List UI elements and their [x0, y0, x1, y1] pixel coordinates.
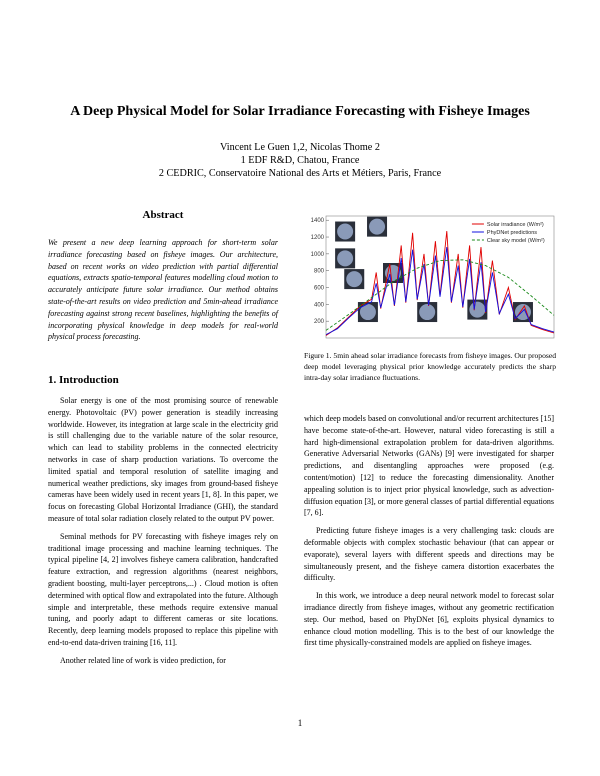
intro-paragraph-1: Solar energy is one of the most promising source of renewable energy. Photovoltaic (PV) power generation is steadily increasing worldwide. However, its integration at large scale in the electricity grid is still challenging due to the variable nature of the solar resource, which can lead to stability problems in the connected electricity networks in case of sharp production variations. To overcome the limited spatial and temporal resolution of satellite imaging and numerical weather predictions, sky images from ground-based fisheye cameras have been widely used in recent years [1, 8]. In this paper, we focus on forecasting Global Horizontal Irradiance (GHI), the standard measure of total solar radiation closely related to the output PV power. [48, 396, 278, 523]
fisheye-thumbnail [344, 269, 364, 289]
authors-block [0, 141, 600, 180]
author-names: Vincent Le Guen 1,2, Nicolas Thome 2 [220, 142, 380, 153]
left-column-text [48, 395, 278, 673]
legend-label: PhyDNet predictions [486, 230, 538, 236]
y-tick-label: 1400 [310, 218, 324, 225]
y-tick-label: 800 [313, 268, 324, 275]
intro-paragraph-4: which deep models based on convolutional and/or recurrent architectures [15] have become state-of-the-art. However, natural video forecasting is still a hard high-dimensional extrapolation problem for data-driven algorithms. Generative Adversarial Networks (GANs) [9] were investigated for sharper predictions, and disentangling approaches were proposed (e.g. content/motion) [12] to reduce the forecasting dimensionality. Another appealing solution is to inject prior physical knowledge, such as advection-diffusion equation [3], or more general classes of partial differential equations [7, 6]. [304, 414, 554, 518]
y-tick-label: 600 [313, 285, 324, 292]
abstract-text: We present a new deep learning approach for short-term solar irradiance forecasting based on fisheye images. Our architecture, based on recent works on video prediction with partial differential equations, extracts spatio-temporal features modelling cloud motion to accurately anticipate future solar irradiance. Our method obtains state-of-the-art results on video prediction and 5min-ahead irradiance forecasting against strong recent baselines, highlighting the benefits of incorporating physical knowledge in deep models for real-world physical process forecasting. [48, 238, 278, 342]
y-tick-label: 1200 [310, 235, 324, 242]
intro-paragraph-5: Predicting future fisheye images is a very challenging task: clouds are deformable objects with complex stochastic behaviour (that can appear or evaporate), several layers with different speeds and directions may be simultaneously present, and the fisheye camera distortion exacerbates the difficulty. [304, 526, 554, 583]
affiliation-2: 2 CEDRIC, Conservatoire National des Arts et Métiers, Paris, France [158, 168, 442, 179]
intro-paragraph-3: Another related line of work is video prediction, for [60, 655, 226, 665]
fisheye-thumbnail [417, 302, 437, 322]
y-tick-label: 200 [313, 319, 324, 326]
page-number: 1 [297, 718, 303, 728]
figure-caption: Figure 1. 5min ahead solar irradiance forecasts from fisheye images. Our proposed deep model leveraging physical prior knowledge accurately predicts the sharp intra-day solar irradiance fluctuations. [304, 351, 556, 382]
legend-label: Solar irradiance (W/m²) [486, 222, 544, 228]
fisheye-thumbnail [335, 248, 355, 268]
fisheye-thumbnail [335, 222, 355, 242]
intro-paragraph-6: In this work, we introduce a deep neural network model to forecast solar irradiance directly from fisheye images, without any geometric rectification step. Our method, based on PhyDNet [6], exploits physical dynamics to enhance cloud motion modelling. This is to the best of our knowledge the first time physically-constrained models are applied on fisheye images. [304, 591, 554, 648]
figure-1 [304, 212, 558, 344]
section-heading-introduction: 1. Introduction [48, 374, 119, 386]
irradiance-chart [304, 212, 558, 344]
right-column-text [304, 413, 554, 655]
abstract-heading: Abstract [142, 209, 184, 221]
legend-label: Clear sky model (W/m²) [486, 238, 545, 244]
fisheye-thumbnail [358, 302, 378, 322]
intro-paragraph-2: Seminal methods for PV forecasting with fisheye images rely on traditional image processing and machine learning techniques. The typical pipeline [4, 2] involves fisheye camera calibration, handcrafted feature extraction, and regression algorithms (nearest neighbors, gradient boosting, multi-layer perceptrons,...) . Cloud motion is often determined with optical flow and extrapolated into the future. Although simple and interpretable, these methods require extensive manual tuning, and poorly adapt to different cameras or site locations. Recently, deep learning models proposed to replace this pipeline with end-to-end data-driven training [16, 11]. [48, 531, 278, 647]
affiliation-1: 1 EDF R&D, Chatou, France [240, 155, 360, 166]
paper-title: A Deep Physical Model for Solar Irradiance Forecasting with Fisheye Images [70, 104, 530, 119]
fisheye-thumbnail [367, 217, 387, 237]
y-tick-label: 1000 [310, 251, 324, 258]
y-tick-label: 400 [313, 302, 324, 309]
